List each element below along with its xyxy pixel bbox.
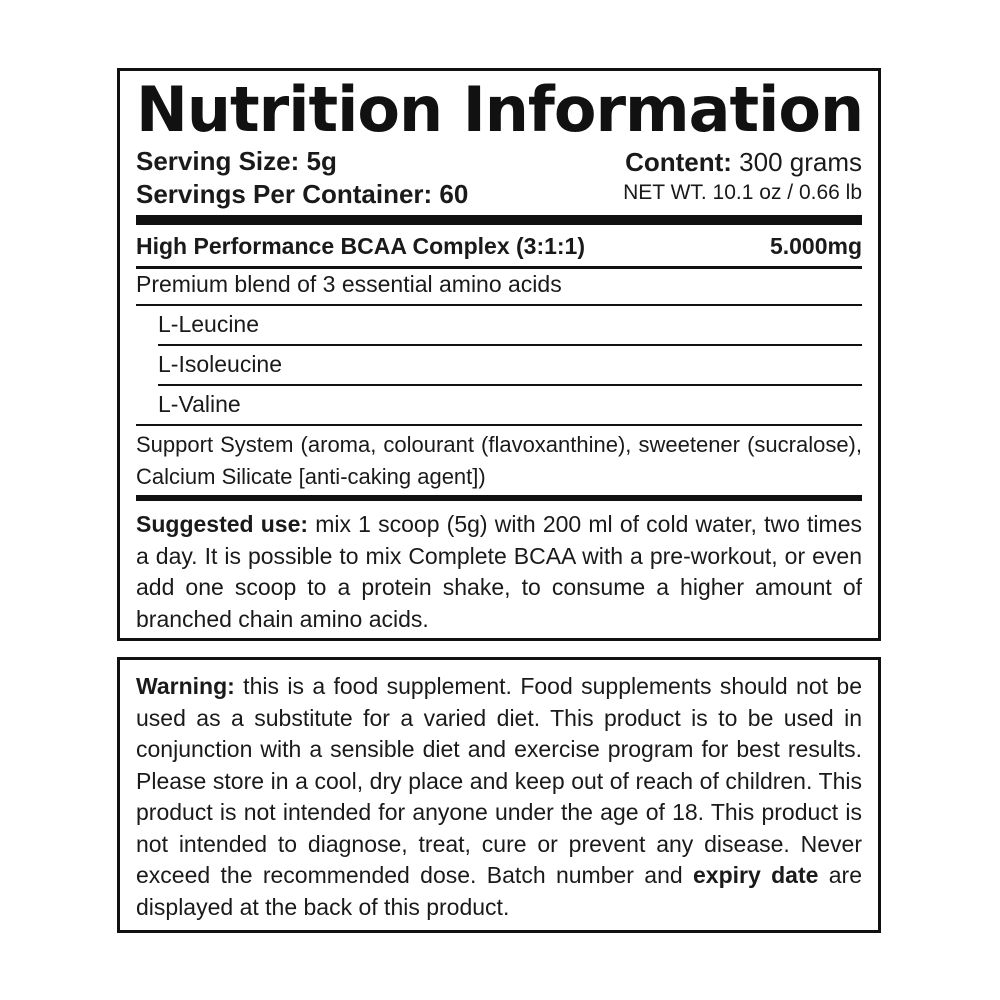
expiry-text: are displayed at the back of this product. [136,862,862,920]
warning-panel [117,657,881,933]
content-label: Content: [625,147,732,177]
warning-body: this is a food supplement. Food supplements should not be used as a substitute for a varied diet. This product is to be used in conjunction with a sensible diet and exercise program for best results. Please store in a cool, dry place and keep out of reach of children. This product is not intended for anyone under the age of 18. This product is not intended to diagnose, treat, cure or prevent any disease. Never exceed the recommended dose. Batch number and [136,673,862,888]
complex-name: High Performance BCAA Complex (3:1:1) [136,233,586,259]
content-value: 300 grams [731,147,862,177]
divider [136,304,862,306]
warning-label: Warning: [136,673,235,699]
suggested-use-text: mix 1 scoop (5g) with 200 ml of cold water, two times a day. It is possible to mix Complete BCAA with a pre-workout, or even add one scoop to a protein shake, to consume a higher amount of branched chain amino acids. [136,511,862,632]
expiry-label: expiry date [693,862,819,888]
divider [158,344,862,346]
blend-description: Premium blend of 3 essential amino acids [136,271,562,297]
amino-acid-row: L-Valine [158,391,241,417]
content-line [623,147,862,178]
serving-size: Serving Size: 5g [136,146,337,176]
complex-row [136,231,862,261]
suggested-use [136,509,862,635]
suggested-use-label: Suggested use: [136,511,309,537]
amino-acid-row: L-Isoleucine [158,351,283,377]
servings-per-container: Servings Per Container: 60 [136,179,469,209]
panel-title: Nutrition Information [136,73,864,146]
divider [158,384,862,386]
warning-text [136,671,862,923]
net-weight: NET WT. 10.1 oz / 0.66 lb [623,181,862,204]
thick-divider [136,215,862,225]
complex-amount: 5.000mg [769,233,862,259]
support-system: Support System (aroma, colourant (flavoxanthine), sweetener (sucralose), Calcium Silicate [anti-caking agent]) [136,432,862,489]
content-info [623,147,862,207]
thick-divider [136,495,862,501]
divider [136,424,862,426]
amino-acid-row: L-Leucine [158,311,260,337]
nutrition-panel [117,68,881,641]
